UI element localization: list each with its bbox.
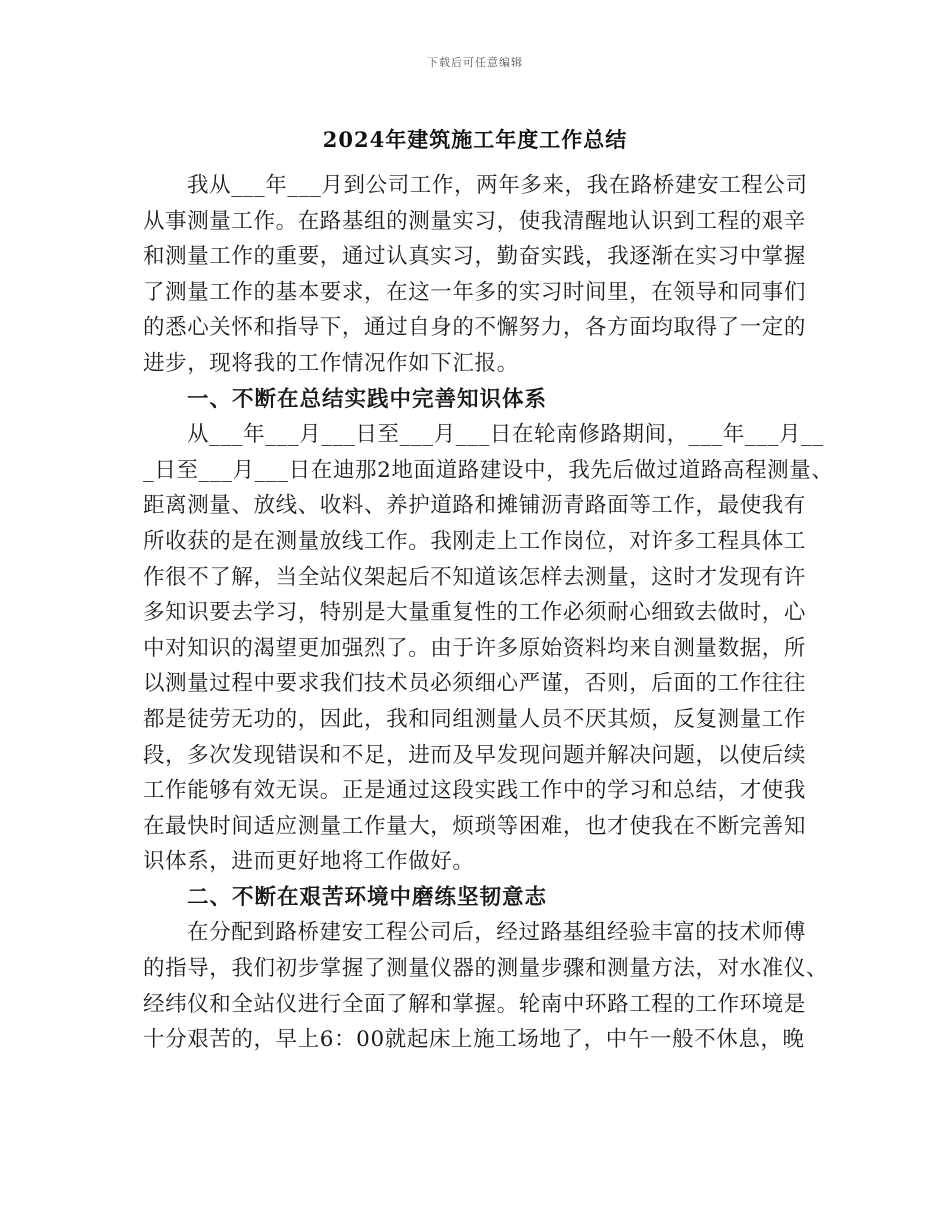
paragraph-line: 的悉心关怀和指导下，通过自身的不懈努力，各方面均取得了一定的 xyxy=(143,315,807,341)
paragraph-line: _日至___月___日在迪那2地面道路建设中，我先后做过道路高程测量、 xyxy=(143,457,834,483)
paragraph-line: 和测量工作的重要，通过认真实习，勤奋实践，我逐渐在实习中掌握 xyxy=(143,244,807,270)
paragraph-line: 工作能够有效无误。正是通过这段实践工作中的学习和总结，才使我 xyxy=(143,778,807,804)
paragraph-line: 以测量过程中要求我们技术员必须细心严谨，否则，后面的工作往往 xyxy=(143,671,807,697)
paragraph-line: 作很不了解，当全站仪架起后不知道该怎样去测量，这时才发现有许 xyxy=(143,564,807,590)
paragraph-line: 我从___年___月到公司工作，两年多来，我在路桥建安工程公司 xyxy=(187,173,808,198)
paragraph-line: 所收获的是在测量放线工作。我刚走上工作岗位，对许多工程具体工 xyxy=(143,528,807,554)
section-heading-2: 二、不断在艰苦环境中磨练坚韧意志 xyxy=(187,884,548,910)
paragraph-line: 十分艰苦的，早上6：00就起床上施工场地了，中午一般不休息，晚 xyxy=(143,1027,805,1053)
paragraph-line: 都是徒劳无功的，因此，我和同组测量人员不厌其烦，反复测量工作 xyxy=(143,706,807,732)
paragraph-line: 进步，现将我的工作情况作如下汇报。 xyxy=(143,350,519,376)
page-header-note: 下载后可任意编辑 xyxy=(427,56,523,69)
paragraph-line: 的指导，我们初步掌握了测量仪器的测量步骤和测量方法，对水准仪、 xyxy=(143,956,829,982)
paragraph-line: 从事测量工作。在路基组的测量实习，使我清醒地认识到工程的艰辛 xyxy=(143,208,807,234)
paragraph-line: 了测量工作的基本要求，在这一年多的实习时间里，在领导和同事们 xyxy=(143,279,807,305)
document-body xyxy=(143,168,834,1058)
paragraph-line: 在最快时间适应测量工作量大，烦琐等困难，也才使我在不断完善知 xyxy=(143,813,807,839)
paragraph-line: 经纬仪和全站仪进行全面了解和掌握。轮南中环路工程的工作环境是 xyxy=(143,991,807,1017)
document-title: 2024年建筑施工年度工作总结 xyxy=(322,127,628,152)
paragraph-line: 距离测量、放线、收料、养护道路和摊铺沥青路面等工作，最使我有 xyxy=(143,493,807,519)
section-heading-1: 一、不断在总结实践中完善知识体系 xyxy=(187,386,548,412)
paragraph-line: 中对知识的渴望更加强烈了。由于许多原始资料均来自测量数据，所 xyxy=(143,635,807,661)
paragraph-line: 段，多次发现错误和不足，进而及早发现问题并解决问题，以使后续 xyxy=(143,742,807,768)
paragraph-line: 从___年___月___日至___月___日在轮南修路期间，___年___月__ xyxy=(187,422,824,448)
paragraph-line: 在分配到路桥建安工程公司后，经过路基组经验丰富的技术师傅 xyxy=(187,920,806,946)
paragraph-line: 多知识要去学习，特别是大量重复性的工作必须耐心细致去做时，心 xyxy=(143,600,807,626)
paragraph-line: 识体系，进而更好地将工作做好。 xyxy=(143,849,475,875)
